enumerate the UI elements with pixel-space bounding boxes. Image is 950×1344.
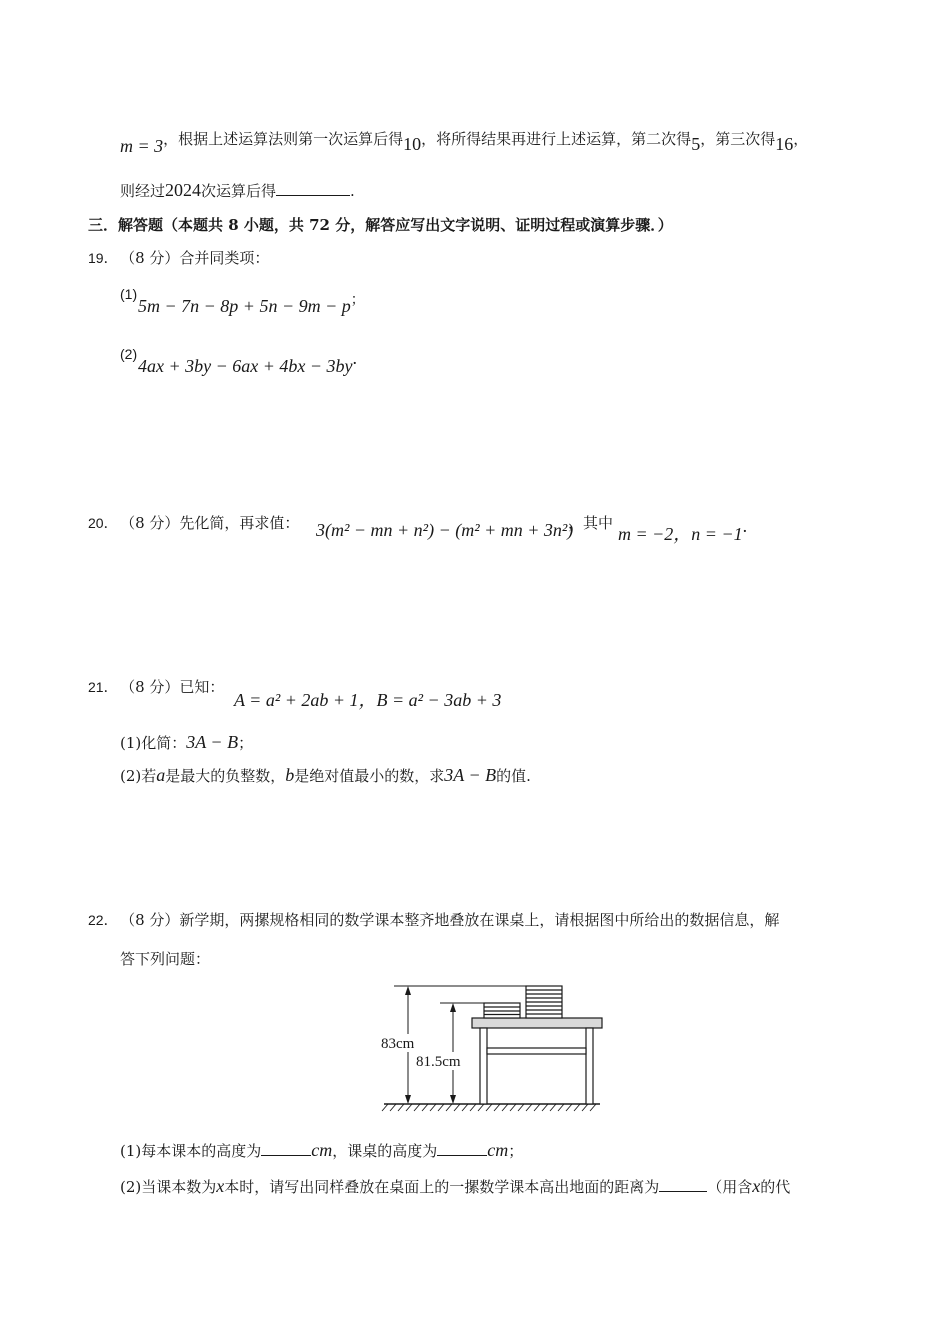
lead-text-1: ，根据上述运算法则第一次运算后得 bbox=[163, 130, 404, 148]
desk-top bbox=[472, 1018, 602, 1028]
lead-line-2 bbox=[120, 180, 355, 201]
q19-part1-expr: 5m − 7n − 8p + 5n − 9m − p； bbox=[138, 293, 365, 316]
lead-text-3: ，第三次得 bbox=[700, 130, 776, 148]
q21-part2: (2)若a是最大的负整数，b是绝对值最小的数，求3A − B的值. bbox=[120, 765, 531, 785]
q21-var-a: a bbox=[156, 765, 166, 785]
q21-number: 21． bbox=[88, 679, 118, 695]
section-title: 三．解答题（本题共 8 小题，共 72 分，解答应写出文字说明、证明过程或演算步骤．） bbox=[88, 216, 673, 234]
q22-var-x: x bbox=[216, 1176, 225, 1196]
q20-condition: m = −2，n = −1. bbox=[618, 516, 748, 544]
book-stack-tall bbox=[526, 986, 562, 1018]
q22-unit-2: cm bbox=[487, 1140, 509, 1160]
q21-given: A = a² + 2ab + 1，B = a² − 3ab + 3 bbox=[234, 690, 502, 710]
q20-prompt: （8 分）先化简，再求值： bbox=[127, 514, 300, 532]
q22-desk-height-blank[interactable] bbox=[437, 1155, 487, 1156]
desk-leg-right bbox=[586, 1028, 593, 1104]
q20-number: 20． bbox=[88, 515, 118, 531]
q22-line1: （8 分）新学期，两摞规格相同的数学课本整齐地叠放在课桌上，请根据图中所给出的数据信息，解 bbox=[127, 911, 780, 929]
lead-value-3: 16 bbox=[775, 134, 794, 154]
q20-expression: 3(m² − mn + n²) − (m² + mn + 3n²) bbox=[316, 520, 574, 540]
q22-line2: 答下列问题： bbox=[120, 950, 211, 968]
q19-number: 19． bbox=[88, 250, 118, 266]
q19-part2 bbox=[120, 345, 137, 363]
q21-prompt: （8 分）已知： bbox=[127, 678, 225, 696]
book-stack-short bbox=[484, 1003, 520, 1018]
q21-header bbox=[88, 676, 224, 697]
desk-figure bbox=[378, 980, 608, 1116]
lead-text-2: ，将所得结果再进行上述运算，第二次得 bbox=[421, 130, 692, 148]
q19-part1 bbox=[120, 285, 137, 303]
q21-part1-end: ； bbox=[238, 734, 254, 752]
q20-header bbox=[88, 512, 299, 533]
lead-text-4: ， bbox=[793, 130, 809, 148]
q19-part2-label: (2) bbox=[120, 346, 138, 362]
q19-part2-expr: 4ax + 3by − 6ax + 4bx − 3by. bbox=[138, 348, 358, 376]
q22-number: 22． bbox=[88, 912, 118, 928]
q20-condition-text: ，其中 bbox=[568, 514, 614, 532]
q22-part1: (1)每本课本的高度为 cm，课桌的高度为 cm； bbox=[120, 1140, 524, 1160]
q21-part1 bbox=[120, 732, 253, 753]
label-83cm: 83cm bbox=[381, 1036, 415, 1052]
arrowhead-83-top bbox=[405, 986, 411, 995]
q22-book-height-blank[interactable] bbox=[261, 1155, 311, 1156]
label-81-5cm: 81.5cm bbox=[416, 1054, 461, 1070]
arrowhead-815-top bbox=[450, 1003, 456, 1012]
desk-leg-left bbox=[480, 1028, 487, 1104]
lead-answer-blank[interactable] bbox=[276, 195, 350, 196]
lead-value-1: 10 bbox=[403, 134, 422, 154]
q22-distance-blank[interactable] bbox=[659, 1191, 707, 1192]
lead-period: . bbox=[350, 182, 355, 200]
q21-part1-label: (1)化简： bbox=[120, 734, 187, 752]
arrowhead-83-bottom bbox=[405, 1095, 411, 1104]
q19-part1-label: (1) bbox=[120, 286, 138, 302]
lead-line-1 bbox=[120, 128, 809, 156]
lead-text-5: 则经过 bbox=[120, 182, 166, 200]
lead-text-6: 次运算后得 bbox=[201, 182, 277, 200]
lead-value-4: 2024 bbox=[165, 180, 202, 200]
q21-part1-expr: 3A − B bbox=[186, 732, 239, 752]
q19-prompt: （8 分）合并同类项： bbox=[127, 249, 270, 267]
arrowhead-815-bottom bbox=[450, 1095, 456, 1104]
q21-var-b: b bbox=[285, 765, 295, 785]
q22-header bbox=[88, 909, 779, 930]
q22-unit-1: cm bbox=[311, 1140, 333, 1160]
ground-hatch bbox=[382, 1104, 596, 1111]
q19-header bbox=[88, 247, 269, 268]
desk-crossbar bbox=[487, 1048, 586, 1054]
lead-value-2: 5 bbox=[691, 134, 701, 154]
q22-var-x-2: x bbox=[752, 1176, 761, 1196]
q21-part2-expr: 3A − B bbox=[444, 765, 497, 785]
q22-part2: (2)当课本数为x本时，请写出同样叠放在桌面上的一摞数学课本高出地面的距离为 （用含x的代 bbox=[120, 1176, 791, 1196]
lead-m-equals: m = 3 bbox=[120, 136, 164, 156]
